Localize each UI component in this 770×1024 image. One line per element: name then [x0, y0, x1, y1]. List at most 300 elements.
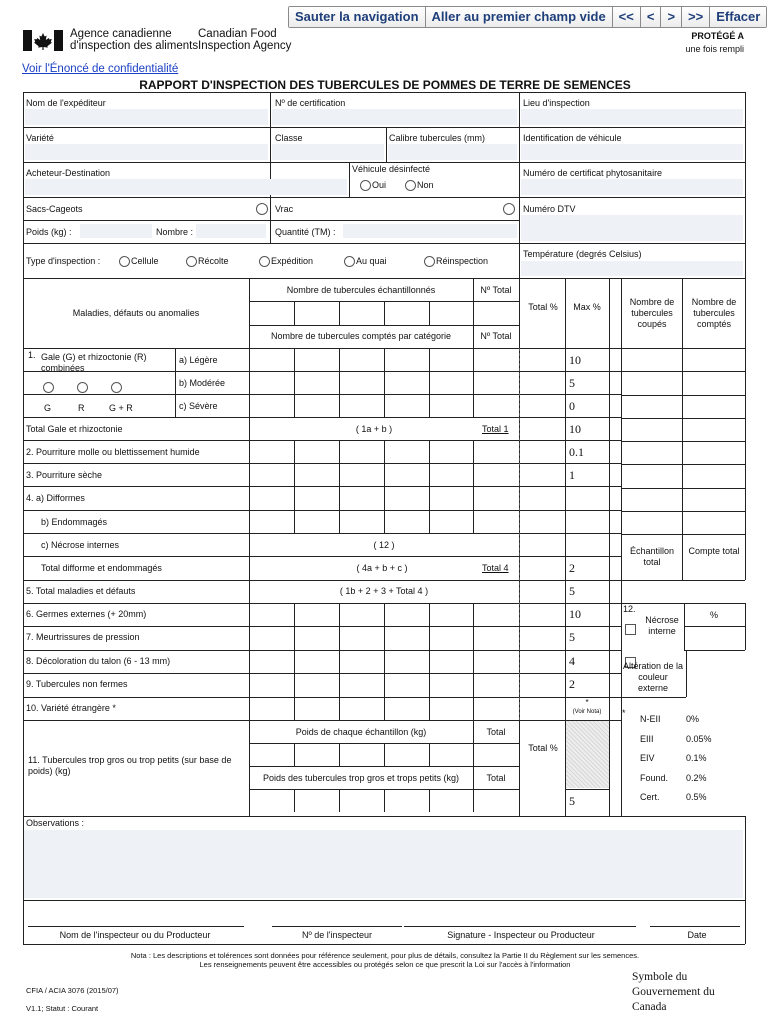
- grid-line: [249, 510, 250, 533]
- row2-label: 2. Pourriture molle ou blettissement humide: [26, 447, 200, 457]
- sample-weight-header: Poids de chaque échantillon (kg): [295, 727, 427, 737]
- note-line2: Les renseignements peuvent être accessibles ou protégés selon ce que prescrit la Loi sur l'accès à l'information: [199, 960, 571, 969]
- grid-line: [294, 394, 295, 417]
- grid-line: [429, 603, 430, 626]
- grid-line: [23, 440, 621, 441]
- buyer-destination-field[interactable]: [25, 179, 347, 195]
- internal-necrosis-checkbox[interactable]: [625, 624, 636, 635]
- grid-line: [384, 486, 385, 510]
- grid-line: [23, 92, 24, 278]
- grid-line: [621, 441, 745, 442]
- row3-max: 1: [569, 468, 575, 482]
- observations-label: Observations :: [26, 818, 85, 828]
- first-page-button[interactable]: <<: [613, 7, 641, 27]
- class-label: Classe: [275, 133, 303, 143]
- grid-line: [294, 743, 295, 766]
- grid-line: [294, 486, 295, 510]
- certification-number-label: Nº de certification: [275, 98, 346, 108]
- inspection-type-label: Type d'inspection :: [26, 256, 101, 266]
- gale-r-label: R: [78, 403, 85, 413]
- agency-name-fr-line1: Agence canadienne: [70, 28, 172, 40]
- grid-line: [339, 348, 340, 371]
- inspection-type-shipping-radio[interactable]: [259, 256, 270, 267]
- grid-line: [684, 650, 745, 651]
- grid-line: [473, 697, 474, 720]
- temperature-label: Température (degrés Celsius): [523, 249, 642, 259]
- grid-line: [609, 278, 610, 816]
- shaded-cell: [566, 721, 609, 788]
- grid-line: [621, 603, 745, 604]
- canada-flag-icon: [23, 30, 63, 51]
- grid-line: [23, 816, 745, 817]
- weight-field[interactable]: [80, 224, 152, 238]
- grid-line: [429, 626, 430, 650]
- grid-line: [23, 127, 745, 128]
- grid-line: [249, 348, 250, 371]
- grid-line: [384, 673, 385, 697]
- privacy-statement-link[interactable]: Voir l'Énoncé de confidentialité: [22, 63, 179, 75]
- grid-line: [429, 440, 430, 463]
- grid-line: [294, 301, 295, 325]
- inspection-type-dock-label: Au quai: [356, 256, 387, 266]
- grid-line: [23, 697, 621, 698]
- grid-line: [384, 301, 385, 325]
- grid-line: [621, 511, 745, 512]
- vehicle-disinfected-no-radio[interactable]: [405, 180, 416, 191]
- row4c-formula: ( 12 ): [373, 540, 395, 550]
- previous-button[interactable]: <: [641, 7, 662, 27]
- grid-line: [621, 534, 745, 535]
- row4-total-label: Total difforme et endommagés: [41, 563, 162, 573]
- grid-line: [621, 580, 745, 581]
- grid-line: [384, 697, 385, 720]
- grid-line: [473, 348, 474, 371]
- grid-line: [294, 371, 295, 394]
- row4a-label: 4. a) Difformes: [26, 493, 85, 503]
- bags-crates-label: Sacs-Cageots: [26, 204, 83, 214]
- grid-line: [684, 626, 745, 627]
- gale-gr-radio[interactable]: [111, 382, 122, 393]
- page-title: RAPPORT D'INSPECTION DES TUBERCULES DE POMMES DE TERRE DE SEMENCES: [139, 78, 631, 92]
- gov-symbol-line1: Symbole du: [632, 971, 688, 983]
- grid-line: [473, 650, 474, 673]
- grid-line: [473, 673, 474, 697]
- tolerance-grade: N-EII: [640, 714, 661, 724]
- next-button[interactable]: >: [661, 7, 682, 27]
- grid-line: [519, 720, 520, 816]
- grid-line: [621, 464, 745, 465]
- row9-max: 2: [569, 677, 575, 691]
- protected-label: PROTÉGÉ A: [691, 31, 744, 41]
- row7-label: 7. Meurtrissures de pression: [26, 632, 140, 642]
- first-empty-field-button[interactable]: Aller au premier champ vide: [426, 7, 613, 27]
- grid-line: [23, 626, 621, 627]
- grid-line: [473, 510, 474, 533]
- grid-line: [23, 348, 621, 349]
- grid-line: [621, 488, 745, 489]
- grid-line: [294, 603, 295, 626]
- last-page-button[interactable]: >>: [682, 7, 710, 27]
- count-total-header: Compte total: [688, 546, 740, 556]
- row6-max: 10: [569, 607, 581, 621]
- dtv-number-field[interactable]: [521, 215, 743, 241]
- row9-label: 9. Tubercules non fermes: [26, 679, 128, 689]
- buyer-destination-label: Acheteur-Destination: [26, 168, 111, 178]
- inspection-type-harvest-radio[interactable]: [186, 256, 197, 267]
- count-label: Nombre :: [156, 227, 194, 237]
- grid-line: [384, 394, 385, 417]
- inspection-type-shipping-label: Expédition: [271, 256, 314, 266]
- tolerance-grade: EIV: [640, 753, 655, 763]
- grid-line: [23, 394, 621, 395]
- tolerance-value: 0.2%: [686, 772, 707, 783]
- grid-line: [339, 301, 340, 325]
- grid-line: [23, 278, 621, 279]
- row2-max: 0.1: [569, 445, 584, 459]
- grid-line: [386, 127, 387, 162]
- row4-max: 2: [569, 561, 575, 575]
- grid-line: [23, 673, 621, 674]
- observations-textarea[interactable]: [24, 830, 743, 898]
- tolerance-star: *: [622, 708, 626, 718]
- grid-line: [621, 348, 745, 349]
- row11-total-percent-header: Total %: [528, 743, 558, 753]
- grid-line: [23, 162, 745, 163]
- grid-line: [23, 220, 519, 221]
- quantity-label: Quantité (TM) :: [275, 227, 336, 237]
- grid-line: [23, 486, 621, 487]
- gov-symbol-line2: Gouvernement du: [632, 986, 715, 998]
- diseases-header: Maladies, défauts ou anomalies: [72, 308, 200, 318]
- cut-tubers-header: Nombre de tubercules coupés: [629, 297, 675, 329]
- grid-line: [294, 697, 295, 720]
- item12-number: 12.: [623, 604, 636, 614]
- external-discoloration-label: Altération de la couleur externe: [622, 661, 684, 693]
- form-id: CFIA / ACIA 3076 (2015/07): [26, 986, 119, 995]
- total4-label: Total 4: [482, 563, 509, 573]
- grid-line: [23, 900, 745, 901]
- grid-line: [384, 510, 385, 533]
- grid-line: [473, 394, 474, 417]
- grid-line: [339, 626, 340, 650]
- inspection-type-dock-radio[interactable]: [344, 256, 355, 267]
- grid-line: [650, 926, 740, 927]
- grid-line: [429, 348, 430, 371]
- grid-line: [249, 626, 250, 650]
- form-navigation-bar: [288, 6, 767, 28]
- grid-line: [621, 697, 686, 698]
- inspection-place-field[interactable]: [521, 109, 743, 125]
- row4-total-formula: ( 4a + b + c ): [356, 563, 408, 573]
- inspection-type-reinspection-radio[interactable]: [424, 256, 435, 267]
- grid-line: [429, 301, 430, 325]
- tolerance-value: 0.5%: [686, 792, 707, 802]
- inspection-place-label: Lieu d'inspection: [523, 98, 590, 108]
- grid-line: [249, 766, 519, 767]
- grid-line: [745, 603, 746, 650]
- oversize-weight-total-header: Total: [486, 773, 506, 783]
- necrosis-percent-label: %: [709, 610, 718, 620]
- temperature-field[interactable]: [521, 261, 743, 276]
- clear-button[interactable]: Effacer: [710, 7, 766, 27]
- grid-line: [339, 463, 340, 486]
- variety-label: Variété: [26, 133, 54, 143]
- gale-r-radio[interactable]: [77, 382, 88, 393]
- grid-line: [339, 673, 340, 697]
- gov-symbol-line3: Canada: [632, 1001, 667, 1013]
- grid-line: [429, 650, 430, 673]
- row1-label: Gale (G) et rhizoctonie (R) combinées: [41, 352, 147, 373]
- grid-line: [23, 603, 621, 604]
- skip-navigation-button[interactable]: Sauter la navigation: [289, 7, 426, 27]
- row11-label: 11. Tubercules trop gros ou trop petits (sur base de poids) (kg): [28, 755, 232, 776]
- vehicle-disinfected-label: Véhicule désinfecté: [352, 164, 431, 174]
- inspection-type-reinspection-label: Réinspection: [436, 256, 489, 266]
- grid-line: [384, 371, 385, 394]
- weight-label: Poids (kg) :: [26, 227, 72, 237]
- gale-g-label: G: [44, 403, 52, 413]
- grid-line: [339, 440, 340, 463]
- grid-line: [429, 486, 430, 510]
- grid-line: [339, 603, 340, 626]
- grid-line: [339, 486, 340, 510]
- grid-line: [621, 278, 745, 279]
- tolerance-value: 0%: [686, 714, 700, 724]
- total-percent-header: Total %: [528, 302, 558, 312]
- row5-max: 5: [569, 584, 575, 598]
- row8-label: 8. Décoloration du talon (6 - 13 mm): [26, 656, 171, 666]
- row4b-label: b) Endommagés: [41, 517, 108, 527]
- date-label: Date: [687, 930, 707, 940]
- bags-crates-radio[interactable]: [256, 203, 268, 215]
- grid-line: [249, 463, 250, 486]
- grid-line: [294, 650, 295, 673]
- grid-line: [621, 418, 745, 419]
- caliber-field[interactable]: [388, 144, 517, 160]
- grid-line: [384, 743, 385, 766]
- row5-formula: ( 1b + 2 + 3 + Total 4 ): [339, 586, 429, 596]
- row6-label: 6. Germes externes (+ 20mm): [26, 609, 147, 619]
- grid-line: [384, 440, 385, 463]
- inspection-type-cell-radio[interactable]: [119, 256, 130, 267]
- caliber-label: Calibre tubercules (mm): [389, 133, 486, 143]
- grid-line: [621, 371, 745, 372]
- grid-line: [339, 650, 340, 673]
- inspector-name-label: Nom de l'inspecteur ou du Producteur: [59, 930, 211, 940]
- grid-line: [249, 720, 519, 721]
- row1c-max: 0: [569, 399, 575, 413]
- grid-line: [429, 463, 430, 486]
- dtv-number-label: Numéro DTV: [523, 204, 576, 214]
- quantity-field[interactable]: [343, 224, 517, 238]
- grid-line: [473, 463, 474, 486]
- grid-line: [621, 395, 745, 396]
- grid-line: [429, 371, 430, 394]
- grid-line: [23, 510, 621, 511]
- grid-line: [429, 673, 430, 697]
- row5-label: 5. Total maladies et défauts: [26, 586, 136, 596]
- grid-line: [294, 626, 295, 650]
- grid-line: [473, 603, 474, 626]
- grid-line: [249, 486, 250, 510]
- grid-line: [249, 603, 250, 626]
- row3-label: 3. Pourriture sèche: [26, 470, 103, 480]
- grid-line: [249, 697, 250, 720]
- shipper-label: Nom de l'expéditeur: [26, 98, 106, 108]
- row11-max: 5: [569, 794, 575, 808]
- grid-line: [473, 626, 474, 650]
- shipper-field[interactable]: [25, 109, 268, 125]
- row1a-label: a) Légère: [179, 355, 218, 365]
- sampled-tubers-header: Nombre de tubercules échantillonnés: [286, 285, 436, 295]
- grid-line: [23, 944, 745, 945]
- inspector-number-label: Nº de l'inspecteur: [301, 930, 373, 940]
- vehicle-disinfected-no-label: Non: [417, 180, 434, 190]
- grid-line: [565, 789, 609, 790]
- grid-line: [23, 650, 621, 651]
- grid-line: [384, 789, 385, 812]
- grid-line: [249, 394, 250, 417]
- grid-line: [429, 743, 430, 766]
- grid-line: [429, 394, 430, 417]
- grid-line: [270, 92, 271, 243]
- grid-line: [294, 789, 295, 812]
- form-version-status: V1.1; Statut : Courant: [26, 1004, 99, 1013]
- grid-line: [23, 580, 621, 581]
- grid-line: [23, 463, 621, 464]
- grid-line: [519, 92, 520, 278]
- row1-number: 1.: [28, 350, 36, 360]
- protected-sublabel: une fois rempli: [685, 44, 744, 54]
- grid-line: [429, 697, 430, 720]
- tolerance-grade: Found.: [640, 772, 669, 783]
- grid-line: [473, 301, 474, 325]
- grid-line: [23, 278, 24, 816]
- row1c-label: c) Sévère: [179, 401, 218, 411]
- grid-line: [23, 197, 745, 198]
- grid-line: [249, 650, 250, 673]
- vehicle-disinfected-yes-radio[interactable]: [360, 180, 371, 191]
- grid-line: [745, 278, 746, 534]
- signature-label: Signature - Inspecteur ou Producteur: [447, 930, 595, 940]
- grid-line: [682, 534, 683, 580]
- grid-line: [175, 348, 176, 417]
- phyto-certificate-field[interactable]: [521, 179, 743, 195]
- tolerance-value: 0.1%: [686, 753, 707, 763]
- vehicle-id-field[interactable]: [521, 144, 743, 160]
- grid-line: [294, 348, 295, 371]
- row10-label: 10. Variété étrangère *: [26, 703, 116, 713]
- bulk-radio[interactable]: [503, 203, 515, 215]
- grid-line: [745, 534, 746, 580]
- grid-line: [339, 697, 340, 720]
- grid-line: [249, 440, 250, 463]
- grid-line: [384, 603, 385, 626]
- grid-line: [339, 510, 340, 533]
- class-field[interactable]: [272, 144, 384, 160]
- grid-line: [294, 463, 295, 486]
- grid-line: [384, 626, 385, 650]
- tolerance-grade: Cert.: [640, 792, 660, 802]
- agency-name-fr-line2: d'inspection des aliments: [70, 40, 199, 52]
- grid-line: [384, 463, 385, 486]
- grid-line: [384, 348, 385, 371]
- row1b-max: 5: [569, 376, 575, 390]
- sample-total-header: Échantillon total: [629, 546, 675, 567]
- vehicle-disinfected-yes-label: Oui: [372, 180, 387, 190]
- grid-line: [23, 243, 745, 244]
- grid-line: [272, 926, 402, 927]
- grid-line: [473, 440, 474, 463]
- certification-number-field[interactable]: [272, 109, 517, 125]
- counted-total-header: Nº Total: [480, 331, 512, 341]
- grid-line: [249, 325, 519, 326]
- grid-line: [23, 533, 621, 534]
- row8-max: 4: [569, 654, 575, 668]
- sampled-total-header: Nº Total: [480, 285, 512, 295]
- grid-line: [249, 371, 250, 394]
- grid-line: [565, 278, 566, 720]
- row10-star: *: [585, 698, 589, 707]
- counted-tubers-col-header: Nombre de tubercules comptés: [691, 297, 737, 329]
- row7-max: 5: [569, 630, 575, 644]
- variety-field[interactable]: [25, 144, 268, 160]
- row10-note: (Voir Nota): [572, 709, 602, 715]
- grid-line: [404, 926, 636, 927]
- tolerance-value: 0.05%: [686, 733, 712, 744]
- grid-line: [473, 486, 474, 510]
- grid-line: [294, 510, 295, 533]
- grid-line: [686, 650, 687, 697]
- max-percent-header: Max %: [573, 302, 601, 312]
- agency-name-en-line1: Canadian Food: [198, 28, 277, 40]
- total-gale-max: 10: [569, 422, 581, 436]
- grid-line: [23, 92, 745, 93]
- grid-line: [339, 789, 340, 812]
- grid-line: [384, 650, 385, 673]
- inspection-type-harvest-label: Récolte: [198, 256, 229, 266]
- grid-line: [249, 301, 250, 325]
- grid-line: [473, 371, 474, 394]
- grid-dashed-line: [519, 348, 520, 720]
- sample-weight-total-header: Total: [486, 727, 506, 737]
- grid-line: [349, 162, 350, 197]
- tolerance-grade: EIII: [640, 733, 654, 744]
- row4c-label: c) Nécrose internes: [41, 540, 120, 550]
- oversize-weight-header: Poids des tubercules trop gros et trops petits (kg): [262, 773, 460, 783]
- grid-line: [28, 926, 244, 927]
- grid-line: [294, 673, 295, 697]
- grid-line: [745, 92, 746, 278]
- phyto-certificate-label: Numéro de certificat phytosanitaire: [523, 168, 663, 178]
- row1a-max: 10: [569, 353, 581, 367]
- grid-line: [745, 816, 746, 944]
- bulk-label: Vrac: [275, 204, 294, 214]
- count-field[interactable]: [196, 224, 266, 238]
- inspection-type-cell-label: Cellule: [131, 256, 159, 266]
- total1-label: Total 1: [482, 424, 509, 434]
- grid-line: [339, 743, 340, 766]
- gale-g-radio[interactable]: [43, 382, 54, 393]
- total-gale-formula: ( 1a + b ): [355, 424, 393, 434]
- internal-necrosis-label: Nécrose interne: [645, 615, 679, 636]
- row1b-label: b) Modérée: [179, 378, 226, 388]
- agency-name-en-line2: Inspection Agency: [198, 40, 292, 52]
- gale-gr-label: G + R: [109, 403, 133, 413]
- grid-line: [294, 440, 295, 463]
- grid-line: [682, 278, 683, 534]
- grid-line: [339, 371, 340, 394]
